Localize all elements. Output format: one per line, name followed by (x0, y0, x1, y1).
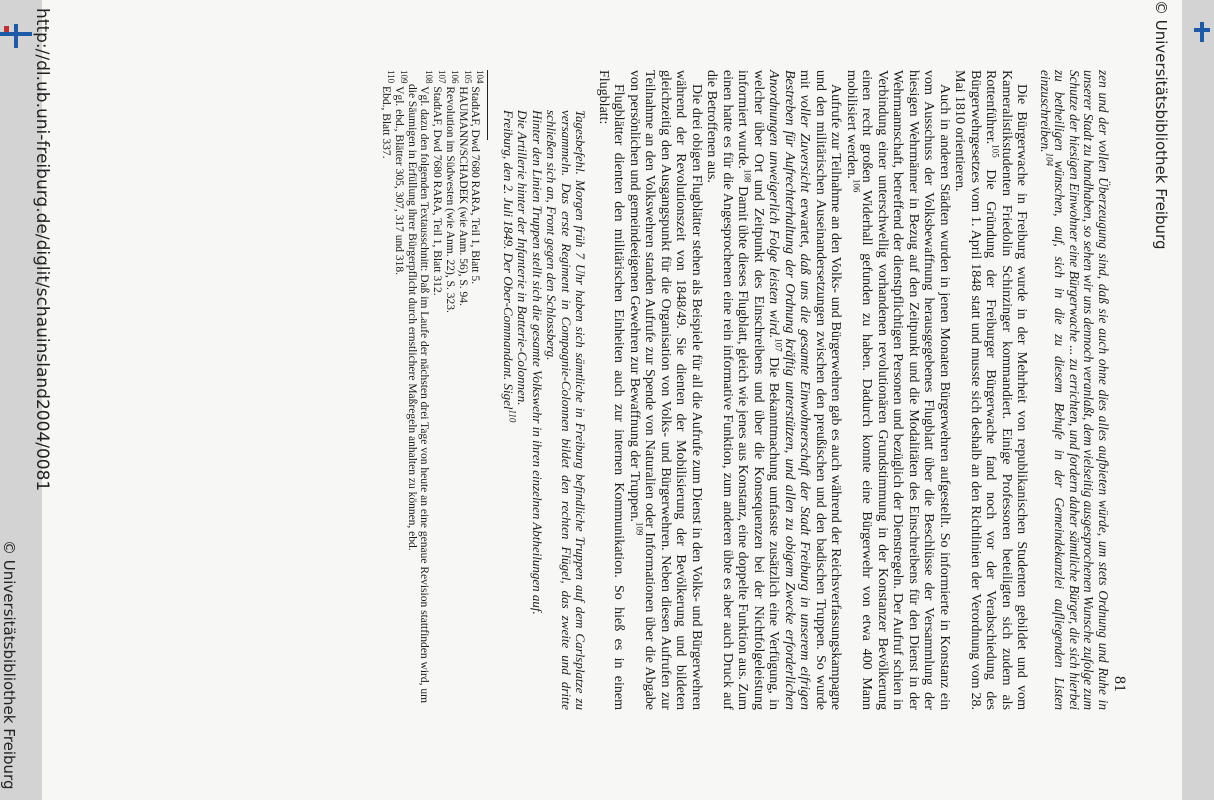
flyer-quote (501, 110, 588, 710)
footnote: $^{107}$ StadtAF, Dwd 7680 RARA, Teil 1, Blatt 312. (431, 70, 447, 296)
copyright-top: © Universitätsbibliothek Freiburg (1152, 0, 1170, 250)
opening-quote: zen und der vollen Überzeugung sind, daß sie auch ohne dies alles aufbieten würde, um stets Ordnung und Ruhe in unserer Stadt zu handhaben, so sehen wir uns dennoch veranlaßt, dem vielseitig ausgesprochenen Wunsche zufolge zum Schutze der hiesigen Einwohner eine Bürgerwache ... zu errichten, und fordern daher sämtliche Bürger, die sich hierbei zu betheiligen wünschen, auf, sich in die zu diesem Behufe in der Gemeindekanzlei aufliegenden Listen einzuschreiben.$^{104}$ (1038, 70, 1111, 710)
paragraph-3: Aufrufe zur Teilnahme an den Volks- und Bürgerwehren gab es auch während der Reichsverfassungskampagne und den militärischen Auseinandersetzungen zwischen den preußischen und den badischen Truppen. So wurde mit voller Zuversicht erwartet, daß uns die gesamte Einwohnerschaft der Stadt Freiburg in unserem eifrigen Bestreben für Aufrechterhaltung der Ordnung kräftig unterstützen, und allen zu obigem Zwecke erforderlichen Anordnungen unweigerlich Folge leisten wird.$^{107}$ Die Bekanntmachung umfasste zusätzlich eine Verfügung, in welcher über Ort und Zeitpunkt des Einschreibens und über die Konsequenzen bei der Nichtfolgeleistung informiert wurde.$^{108}$ Damit übte dieses Flugblatt, gleich wie jenes aus Konstanz, eine doppelte Funktion aus. Zum einen hatte es für die Angesprochenen eine rein informative Funktion, zum anderen übte es aber auch Druck auf die Betroffenen aus. (704, 70, 844, 710)
flyer-line: Tagesbefehl. Morgen früh 7 Uhr haben sich sämtliche in Freiburg befindliche Truppen auf dem Carlsplatze zu versammeln. Das erste Regiment in Compagnie-Colonnen bildet den rechten Flügel, das zweite und dritte schließen sich an, Front gegen den Schlossberg. (544, 110, 589, 710)
copyright-bottom: © Universitätsbibliothek Freiburg (0, 540, 18, 790)
footnote-divider (488, 70, 489, 140)
page-body (379, 70, 1110, 710)
paragraph-2: Auch in anderen Städten wurden in jenen Monaten Bürgerwehren aufgestellt. So informierte in Konstanz ein vom Ausschuss der Volksbewaffnung herausgegebenes Flugblatt über die Beschlüsse der Versammlung der hiesigen Wehrmänner in Bezug auf den Zeitpunkt und die Modalitäten des Einschreibens für den Dienst in der Wehrmannschaft, betreffend der dienstpflichtigen Personen und bezüglich der Dienstregeln. Der Aufruf schien in Verbindung einer unterschwellig vorhandenen revolutionären Grundstimmung in der Konstanzer Bevölkerung einen recht großen Widerhall gefunden zu haben. Dadurch konnte eine Bürgerwehr von etwa 400 Mann mobilisiert werden.$^{106}$ (844, 70, 952, 710)
flyer-line: Freiburg, den 2. Juli 1849. Der Ober-Commandant. Sigel$^{110}$ (501, 110, 518, 423)
paragraph-4: Die drei obigen Flugblätter stehen als Beispiele für all die Aufrufe zum Dienst in den Volks- und Bürgerwehren während der Revolutionszeit von 1848/49. Sie dienten der Mobilisierung der Bevölkerung und bildeten gleichzeitig den Ausgangspunkt für die Organisation von Volks- und Bürgerwehren. Neben diesen Aufrufen zur Teilnahme an den Volkswehren standen Aufrufe zur Spende von Naturalien oder Informationen über die Abgabe von persönlichen und gemeindeeigenen Gewehren zur Bewaffnung der Truppen.$^{109}$ (627, 70, 704, 710)
footnotes (379, 70, 486, 710)
flyer-line: Hinter den Linien Truppen stellt sich die gesamte Volkswehr in ihren einzelnen Abtheilungen auf. (530, 110, 545, 615)
footnote: $^{108}$ Vgl. dazu den folgenden Textausschnitt: Daß im Laufe der nächsten drei Tage von heute an eine genaue Revision stattfinden wird, um die Säumigen in Erfüllung ihrer Bürgerpflicht durch ernstlichere Maßregeln anhalten zu können, ebd. (405, 70, 435, 704)
page-number: 81 (1111, 676, 1128, 692)
flyer-line: Die Artillerie hinter der Infanterie in Batterie-Colonnen. (515, 110, 531, 406)
footnote: $^{109}$ Vgl. ebd., Blätter 305, 307, 317 und 318. (392, 70, 409, 275)
paragraph-5: Flugblätter dienten den militärischen Einheiten auch zur internen Kommunikation. So hieß es in einem Flugblatt: (596, 70, 627, 710)
source-url[interactable]: http://dl.ub.uni-freiburg.de/diglit/schauinsland2004/0081 (32, 8, 52, 492)
footnote: $^{110}$ Ebd., Blatt 337. (379, 70, 396, 159)
library-logo-icon (0, 24, 32, 48)
footnote: $^{104}$ StadtAF, Dwd 7680 RARA, Teil 1, Blatt 5. (469, 70, 486, 285)
footnote: $^{105}$ HAUMANN/SCHADEK (wie Anm. 56), S. 94. (456, 70, 473, 306)
library-logo-right-icon (1194, 22, 1210, 42)
paragraph-1: Die Bürgerwache in Freiburg wurde in der Mehrheit von republikanischen Studenten gebildet und vom Kameralistikstudenten Friedolin Schinzinger kommandiert. Einige Professoren beteiligten sich zudem als Rottenführer.$^{105}$ Die Gründung der Freiburger Bürgerwache fand noch vor der Verabschiedung des Bürgerwehrgesetzes vom 1. April 1848 statt und musste sich deshalb an den Richtlinien der Verordnung vom 28. Mai 1810 orientieren. (952, 70, 1030, 710)
footnote: $^{106}$ Revolution im Südwesten (wie Anm. 22), S. 323. (443, 70, 460, 313)
